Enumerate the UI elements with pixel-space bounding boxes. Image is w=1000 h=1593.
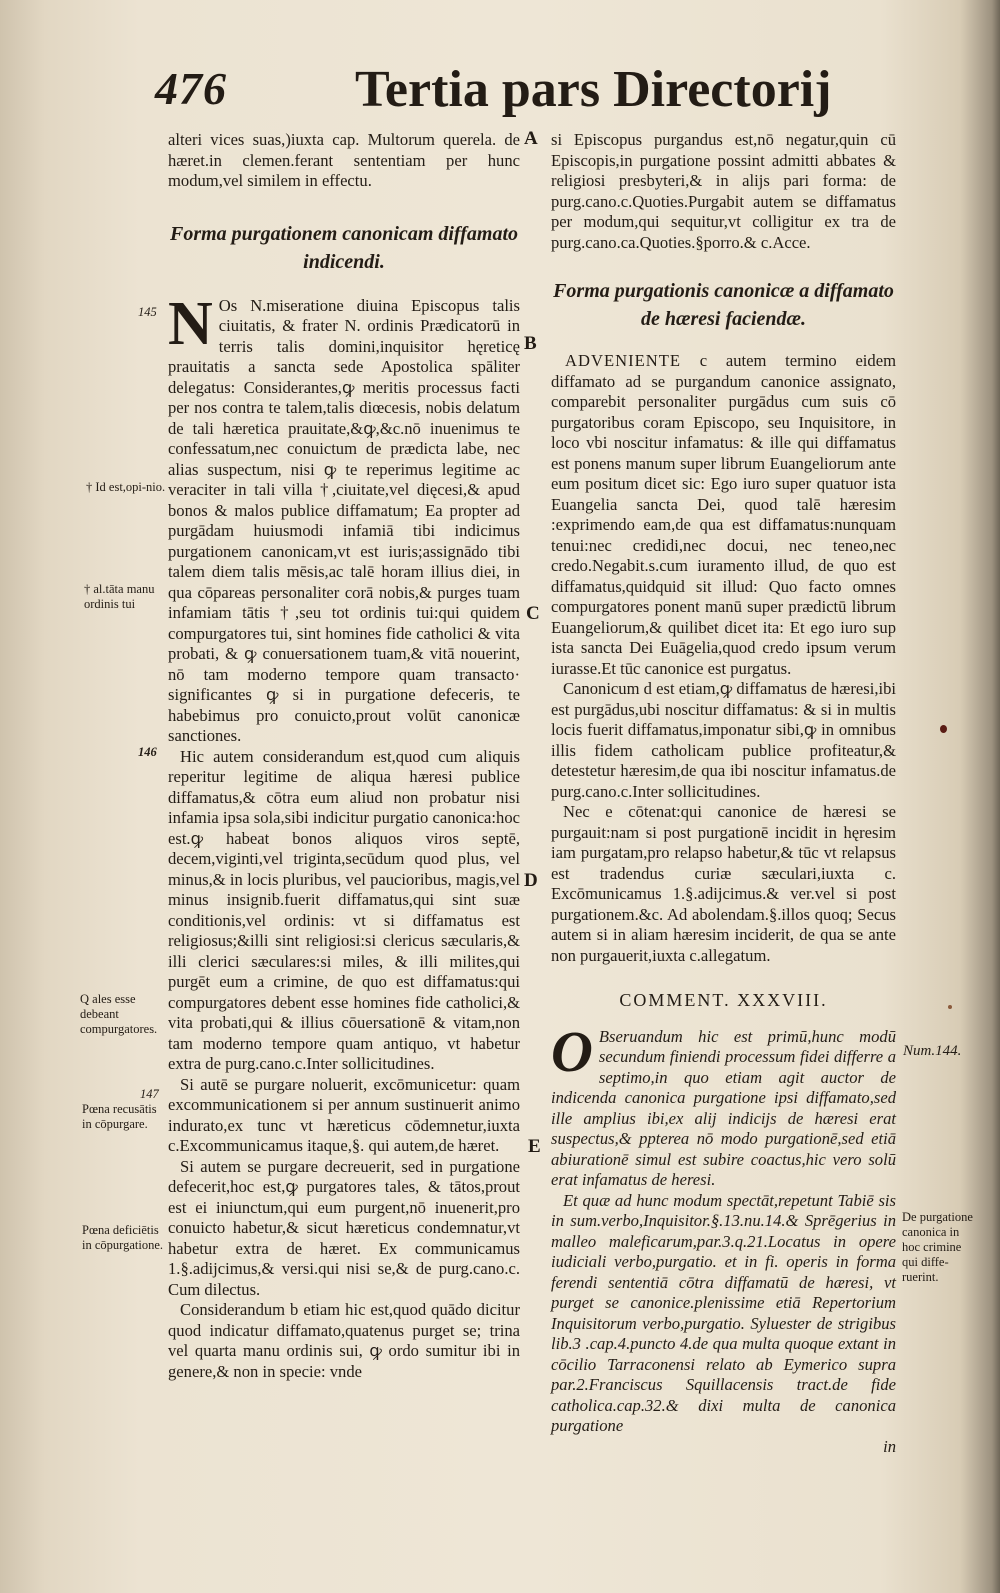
ink-spot	[940, 725, 947, 733]
section-letter-b: B	[524, 333, 537, 354]
ink-spot	[948, 1005, 952, 1009]
commentary-title: COMMENT. XXXVIII.	[619, 990, 828, 1010]
drop-capital: O	[551, 1018, 593, 1084]
marginal-note: Pœna recusātis in cōpurgare.	[82, 1102, 157, 1131]
commentary	[551, 1018, 896, 1458]
marginal-number-145: 145	[138, 305, 157, 319]
marginal-number-144: Num.144.	[903, 1043, 962, 1059]
marginal-note: Q ales esse debeant compurgatores.	[80, 992, 158, 1036]
catchword: in	[883, 1436, 896, 1456]
paragraph-147: Si autē se purgare noluerit, excōmunicetur: quam excommunicationem si per annum sustinuerit animo indurato,ex tunc vt hæreticus cōdemnetur,iuxta c.Excommunicamus itaque,§. qui autem,de hæret.	[168, 1074, 520, 1155]
section-letter-d: D	[524, 870, 538, 891]
drop-capital: N	[168, 289, 213, 358]
section-letter-c: C	[526, 603, 540, 624]
paragraph-considerandum: Considerandum b etiam hic est,quod quādo dicitur quod indicatur diffamato,quatenus purget se; trina vel quarta manu ordinis sui, ꝙ ordo sumitur ibi in genere,& non in specie: vnde	[168, 1300, 520, 1381]
commentary-paragraph-1: Bseruandum hic est primū,hunc modū secundum finiendi processum fidei differre a septimo,in quo etiam agit auctor de indicenda canonica purgatione ipsi diffamato,sed ille amplius ibi,ex alij indicijs de hæresi erat suspectus,& ppterea nō modo purgationē,sed etiā abiurationē simul est subire coactus,hic vero solū erat infamatus de heresi.	[551, 1026, 896, 1189]
paragraph-146: Hic autem considerandum est,quod cum aliquis reperitur legitime de aliqua hæresi publice diffamatus,& cōtra eum aliud non probatur nisi infamia ipsa sola,sibi indicitur purgatio canonica:hoc est.ꝙ habeat bonos aliquos viros septē, decem,viginti,vel triginta,secūdum quod plus, vel minus,& in locis pluribus, vel paucioribus, magis,vel minus insignib.fuerit diffamatus,qui sint suæ conditionis,vel ordinis: vt si diffamatus est religiosus;&illi sint religiosi:si clericus sæcularis,& illi clerici sæculares:si miles, & illi milites,qui purgēt eum a crimine, de quo est diffamatus:qui compurgatores debent esse homines fide catholici,& vita probati,qui & illius cōuersationē & vitam,non tam moderno tempore quam antiquo, vt habetur extra de purg.cano.c.Inter sollicitudines.	[168, 746, 520, 1073]
paragraph-canonicum: Canonicum d est etiam,ꝙ diffamatus de hæresi,ibi est purgādus,ubi noscitur diffamatus: & si in multis locis fuerit diffamatus,imponatur sibi,ꝙ in omnibus illis fidem catholicam publice profiteatur,& detestetur hæresim,de qua ibi noscitur infamatus.de purg.cano.c.Inter sollicitudines.	[551, 679, 896, 801]
marginal-note: Pœna deficiētis in cōpurgatione.	[82, 1223, 163, 1252]
right-column	[551, 130, 896, 1457]
page-number: 476	[155, 63, 227, 114]
intro-paragraph: alteri vices suas,)iuxta cap. Multorum querela. de hæret.in clemen.ferant sententiam per hunc modum,vel similem in effectu.	[168, 130, 520, 190]
intro-paragraph: si Episcopus purgandus est,nō negatur,quin cū Episcopis,in purgatione possint admitti abbates & religiosi presbyteri,& in alijs pari forma: de purg.cano.c.Quoties.Purgabit autem se diffamatus per modum,qui sequitur,vt colligitur ex tra de purg.cano.ca.Quoties.§porro.& c.Acce.	[551, 130, 896, 252]
marginal-number-147: 147	[140, 1087, 159, 1101]
section-heading: Forma purgationis canonicæ a diffamato de hæresi faciendæ.	[553, 280, 894, 330]
commentary-paragraph-2: Et quæ ad hunc modum spectāt,repetunt Tabiē sis in sum.verbo,Inquisitor.§.13.nu.14.& Sprēgerius in malleo maleficarum,par.3.q.21.Locatus in opere iudiciali verbo,purgatio. et in fi. operis in forma ferendi sententiā cōtra diffamatū de hæresi, vt purget se canonice.plenissime etiā Repertorium Inquisitorum verbo,purgatio. Syluester de strigibus lib.3 .cap.4.puncto 4.de qua multa quoque extant in cōcilio Tarraconensi relato ab Eymerico supra par.2.Franciscus Squillacensis tract.de fide catholica.cap.32.& dixi multa de canonica purgatione	[551, 1190, 896, 1435]
paragraph-defecit: Si autem se purgare decreuerit, sed in purgatione defecerit,hoc est,ꝙ purgatores tales, & tātos,prout est ei iniunctum,qui eum purgent,nō inuenerit,pro conuicto habetur,& sicut hæreticus condemnatur,vt habetur extra de hæret. Ex communicamus 1.§.adijcimus,& versi.qui nisi se,& de purg.cano.c. Cum dilectus.	[168, 1156, 520, 1299]
formula-text: Os N.miseratione diuina Episcopus talis ciuitatis, & frater N. ordinis Prædicatorū in terris talis domini,inquisitor hęreticę prauitatis a sancta sede Apostolica spāliter delegatus: Considerantes,ꝙ meritis processus facti per nos contra te talem,talis diœcesis, nobis delatum de tali hæretica prauitate,&ꝙ,&c.nō inuenimus te confessatum,nec conuictum de prædicta labe, nec alias suspectum, nisi ꝙ te reperimus legitime ac veraciter in tali villa †,ciuitate,vel dięcesi,& apud bonos & malos publice diffamatum; Ea propter ad purgādam huiusmodi infamiā tibi indicimus purgationem canonicam,vt est iuris;assignādo tibi talem diem talis mēsis,ac talē horam illius diei, in qua cōpareas personaliter corā nobis,& purges tuam infamiam tātis †,seu tot ordinis tui:qui quidem compurgatores tui, sint homines fide catholici & vita probati, & ꝙ conuersationem tuam,& vitā nouerint, nō tam moderno tempore quam transacto· significantes ꝙ si in purgatione defeceris, te habebimus pro conuicto,prout volūt canonicæ sanctiones.	[168, 295, 520, 745]
marginal-note: De purgatione canonica in hoc crimine qui diffe-ruerint.	[902, 1210, 973, 1284]
marginal-note: † al.tāta manu ordinis tui	[84, 582, 155, 611]
section-heading: Forma purgationem canonicam diffamato indicendi.	[170, 222, 518, 273]
marginal-note: † Id est,opi-nio.	[86, 480, 166, 494]
paragraph-nec: Nec e cōtenat:qui canonice de hæresi se purgauit:nam si post purgationē incidit in hęresim iam purgatam,pro relapso habetur,& tūc vt relapsus est tradendus curiæ sæculari,iuxta c. Excōmunicamus 1.§.adijcimus.& ver.vel si post purgationem.&c. Ad abolendam.§.illos quoq; Secus autem si in aliam hæresim inciderit, de qua se ante non purgauerit,iuxta c.allegatum.	[551, 802, 896, 965]
left-column	[168, 130, 520, 1382]
adueniente-text: c autem termino eidem diffamato ad se purgandum canonice assignato, comparebit personaliter purgādus cum suis cō purgatoribus coram Episcopo, seu Inquisitore, in loco vbi noscitur infamatus: & ille qui diffamatus est ponens manum super librum Euangeliorum ante eum positum dicet sic: Ego iuro super quatuor ista Euangelia sancta Dei, quod talē hæresim :exprimendo eam,de qua est diffamatus:nunquam tenui:nec credidi,nec docui, nec teneo,nec credo.Negabit.s.cum iuramento illud, de quo est diffamatus,quidquid sit illud: Quo facto omnes compurgatores ponent manū super prædictū librum Euangeliorum,& quilibet dicet ita: Et ego iuro sup ista sancta Dei Euāgelia,quod credo ipsum verum iurasse.Et tūc canonice est purgatus.	[551, 351, 896, 678]
section-letter-e: E	[528, 1136, 541, 1157]
marginal-number-146: 146	[138, 745, 157, 759]
small-caps-opening: ADVENIENTE	[565, 351, 681, 370]
section-letter-a: A	[524, 128, 538, 149]
running-head: Tertia pars Directorij	[355, 61, 832, 118]
